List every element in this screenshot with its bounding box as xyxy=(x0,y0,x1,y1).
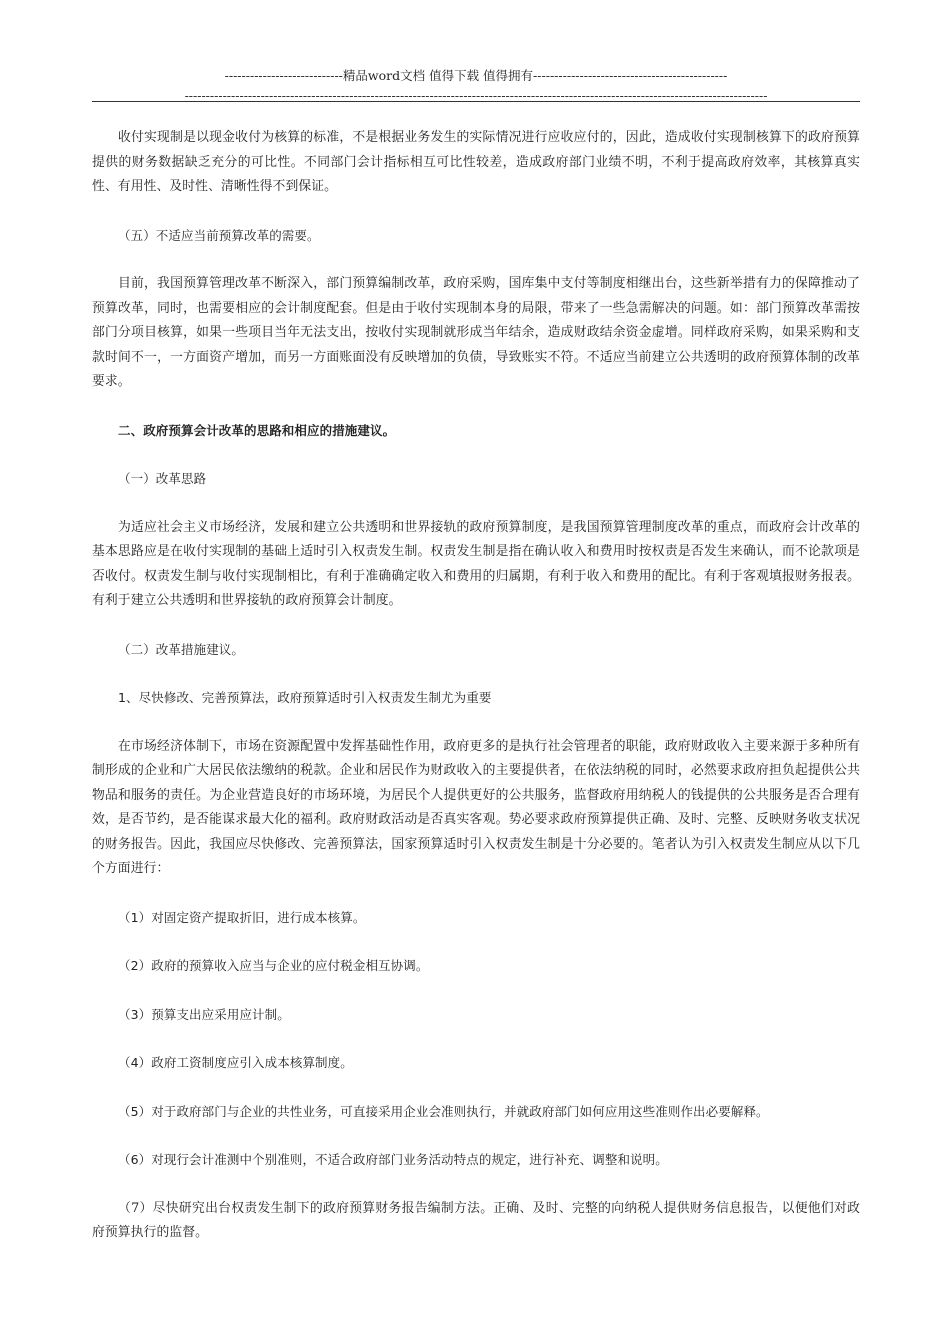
header-line-2: ------------------------------------------------------------------------------------------------------------------------------------------ xyxy=(184,88,768,103)
page-header xyxy=(92,66,860,106)
section-heading-2: 二、政府预算会计改革的思路和相应的措施建议。 xyxy=(118,422,396,438)
paragraph-cash-basis: 收付实现制是以现金收付为核算的标准，不是根据业务发生的实际情况进行应收应付的，因此，造成收付实现制核算下的政府预算提供的财务数据缺乏充分的可比性。不同部门会计指标相互可比性较差，造成政府部门业绩不明，不利于提高政府效率，其核算真实性、有用性、及时性、清晰性得不到保证。 xyxy=(92,130,860,194)
list-item-5: （5）对于政府部门与企业的共性业务，可直接采用企业会准则执行，并就政府部门如何应用这些准则作出必要解释。 xyxy=(118,1103,769,1119)
header-line-1: ----------------------------精品word文档 值得下载 值得拥有---------------------------------------------- xyxy=(224,68,728,83)
item-heading-1: 1、尽快修改、完善预算法，政府预算适时引入权责发生制尤为重要 xyxy=(118,690,492,705)
subheading-5: （五）不适应当前预算改革的需要。 xyxy=(118,227,320,243)
list-item-1: （1）对固定资产提取折旧，进行成本核算。 xyxy=(118,909,366,925)
list-item-3: （3）预算支出应采用应计制。 xyxy=(118,1006,290,1022)
list-item-7: （7）尽快研究出台权责发生制下的政府预算财务报告编制方法。正确、及时、完整的向纳税人提供财务信息报告，以便他们对政府预算执行的监督。 xyxy=(92,1200,860,1240)
subheading-2: （二）改革措施建议。 xyxy=(118,641,245,657)
paragraph-market-economy: 在市场经济体制下，市场在资源配置中发挥基础性作用，政府更多的是执行社会管理者的职能，政府财政收入主要来源于多种所有制形成的企业和广大居民依法缴纳的税款。企业和居民作为财政收入的主要提供者，在依法纳税的同时，必然要求政府担负起提供公共物品和服务的责任。为企业营造良好的市场环境，为居民个人提供更好的公共服务，监督政府用纳税人的钱提供的公共服务是否合理有效，是否节约，是否能谋求最大化的福利。政府财政活动是否真实客观。势必要求政府预算提供正确、及时、完整、反映财务收支状况的财务报告。因此，我国应尽快修改、完善预算法，国家预算适时引入权责发生制是十分必要的。笔者认为引入权责发生制应从以下几个方面进行： xyxy=(92,738,860,876)
paragraph-budget-reform: 目前，我国预算管理改革不断深入，部门预算编制改革，政府采购，国库集中支付等制度相继出台，这些新举措有力的保障推动了预算改革，同时，也需要相应的会计制度配套。但是由于收付实现制本身的局限，带来了一些急需解决的问题。如：部门预算改革需按部门分项目核算，如果一些项目当年无法支出，按收付实现制就形成当年结余，造成财政结余资金虚增。同样政府采购，如果采购和支款时间不一，一方面资产增加，而另一方面账面没有反映增加的负债，导致账实不符。不适应当前建立公共透明的政府预算体制的改革要求。 xyxy=(92,276,860,389)
paragraph-reform-idea: 为适应社会主义市场经济，发展和建立公共透明和世界接轨的政府预算制度，是我国预算管理制度改革的重点，而政府会计改革的基本思路应是在收付实现制的基础上适时引入权责发生制。权责发生制是指在确认收入和费用时按权责是否发生来确认，而不论款项是否收付。权责发生制与收付实现制相比，有利于准确确定收入和费用的归属期，有利于收入和费用的配比。有利于客观填报财务报表。有利于建立公共透明和世界接轨的政府预算会计制度。 xyxy=(92,519,860,608)
list-item-4: （4）政府工资制度应引入成本核算制度。 xyxy=(118,1055,353,1070)
header-rule xyxy=(92,101,860,102)
list-item-2: （2）政府的预算收入应当与企业的应付税金相互协调。 xyxy=(118,958,429,973)
list-item-6: （6）对现行会计准测中个别准则，不适合政府部门业务活动特点的规定，进行补充、调整和说明。 xyxy=(118,1152,668,1167)
subheading-1: （一）改革思路 xyxy=(118,471,207,486)
document-body xyxy=(92,126,860,1270)
